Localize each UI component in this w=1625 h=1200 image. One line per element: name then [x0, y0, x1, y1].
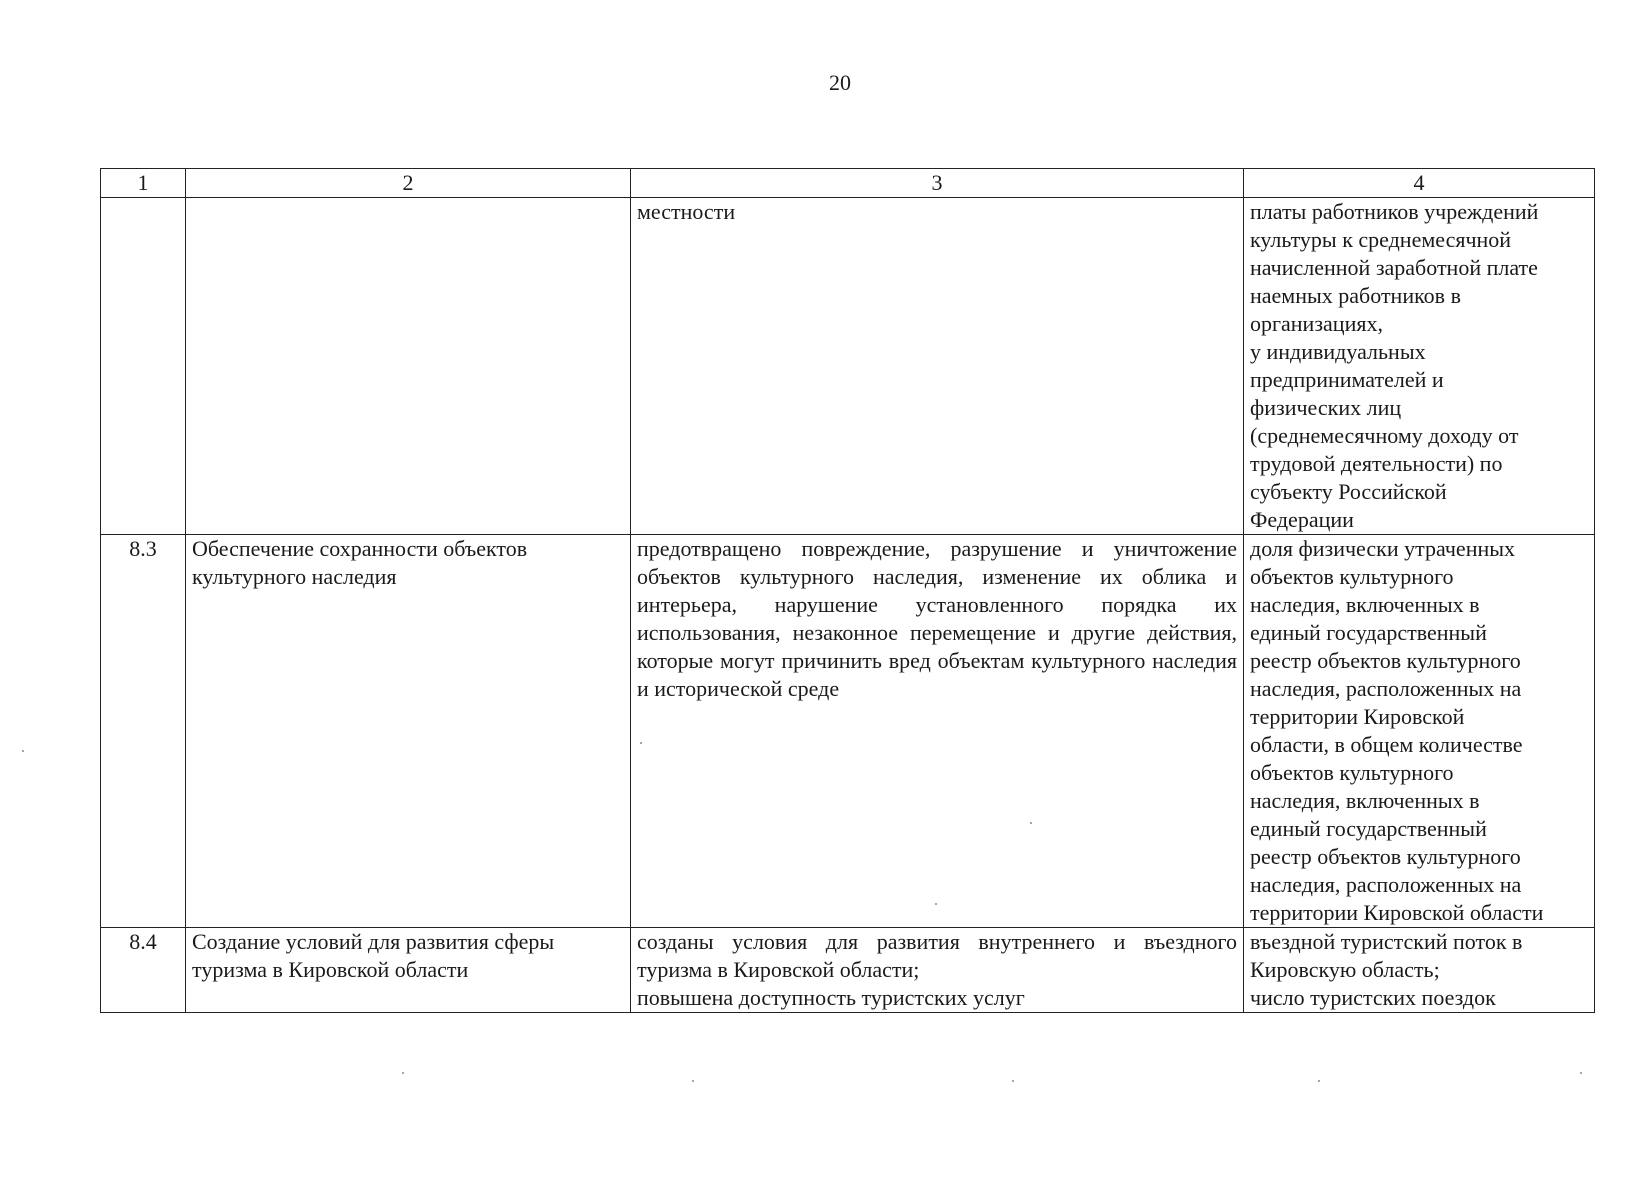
scan-speck	[640, 742, 642, 744]
row-number: 8.4	[101, 928, 186, 1013]
row-indicator	[1244, 535, 1595, 928]
table-row	[101, 535, 1595, 928]
scan-speck	[1580, 1072, 1582, 1074]
title-line: туризма в Кировской области	[192, 957, 469, 982]
indicator-line: доля физически утраченных	[1250, 536, 1516, 561]
row-result	[631, 928, 1244, 1013]
indicator-line: территории Кировской	[1250, 704, 1465, 729]
row-title	[186, 198, 631, 535]
row-result: предотвращено повреждение, разрушение и уничтожение объектов культурного наследия, изменение их облика и интерьера, нарушение установленного порядка их использования, незаконное перемещение и другие действия, которые могут причинить вред объектам культурного наследия и исторической среде	[631, 535, 1244, 928]
title-line: Обеспечение сохранности объектов	[192, 536, 528, 561]
result-line: созданы условия для развития внутреннего и въездного туризма в Кировской области;	[637, 929, 1237, 982]
row-result: местности	[631, 198, 1244, 535]
scan-speck	[402, 1072, 404, 1074]
title-line: культурного наследия	[192, 564, 397, 589]
indicator-line: территории Кировской области	[1250, 900, 1544, 925]
indicator-line: единый государственный	[1250, 816, 1487, 841]
indicator-line: реестр объектов культурного	[1250, 844, 1521, 869]
row-indicator	[1244, 928, 1595, 1013]
scan-speck	[1318, 1080, 1320, 1082]
indicator-line: трудовой деятельности) по	[1250, 451, 1503, 476]
title-line: Создание условий для развития сферы	[192, 929, 555, 954]
table-row	[101, 198, 1595, 535]
indicator-line: число туристских поездок	[1250, 985, 1496, 1010]
table-row	[101, 928, 1595, 1013]
indicator-line: субъекту Российской	[1250, 479, 1447, 504]
row-number	[101, 198, 186, 535]
data-table	[100, 168, 1595, 1013]
indicator-line: объектов культурного	[1250, 564, 1454, 589]
page-number: 20	[829, 70, 851, 95]
indicator-line: наследия, расположенных на	[1250, 872, 1522, 897]
indicator-line: Кировскую область;	[1250, 957, 1440, 982]
scan-speck	[1012, 1080, 1014, 1082]
indicator-line: физических лиц	[1250, 395, 1402, 420]
indicator-line: культуры к среднемесячной	[1250, 227, 1512, 252]
row-title	[186, 535, 631, 928]
header-col-3: 3	[631, 169, 1244, 198]
row-title	[186, 928, 631, 1013]
indicator-line: наследия, включенных в	[1250, 788, 1480, 813]
header-col-1: 1	[101, 169, 186, 198]
indicator-line: объектов культурного	[1250, 760, 1454, 785]
header-col-2: 2	[186, 169, 631, 198]
scan-speck	[22, 750, 24, 752]
indicator-line: наследия, расположенных на	[1250, 676, 1522, 701]
indicator-line: платы работников учреждений	[1250, 199, 1539, 224]
scan-speck	[935, 903, 937, 905]
indicator-line: (среднемесячному доходу от	[1250, 423, 1519, 448]
row-indicator	[1244, 198, 1595, 535]
indicator-line: области, в общем количестве	[1250, 732, 1523, 757]
scan-speck	[1030, 822, 1032, 824]
result-line: повышена доступность туристских услуг	[637, 985, 1025, 1010]
indicator-line: единый государственный	[1250, 620, 1487, 645]
scan-speck	[692, 1080, 694, 1082]
indicator-line: Федерации	[1250, 507, 1354, 532]
indicator-line: въездной туристский поток в	[1250, 929, 1523, 954]
table-header-row	[101, 169, 1595, 198]
indicator-line: наемных работников в	[1250, 283, 1461, 308]
indicator-line: начисленной заработной плате	[1250, 255, 1538, 280]
row-number: 8.3	[101, 535, 186, 928]
indicator-line: предпринимателей и	[1250, 367, 1444, 392]
indicator-line: организациях,	[1250, 311, 1383, 336]
indicator-line: реестр объектов культурного	[1250, 648, 1521, 673]
indicator-line: наследия, включенных в	[1250, 592, 1480, 617]
indicator-line: у индивидуальных	[1250, 339, 1426, 364]
header-col-4: 4	[1244, 169, 1595, 198]
